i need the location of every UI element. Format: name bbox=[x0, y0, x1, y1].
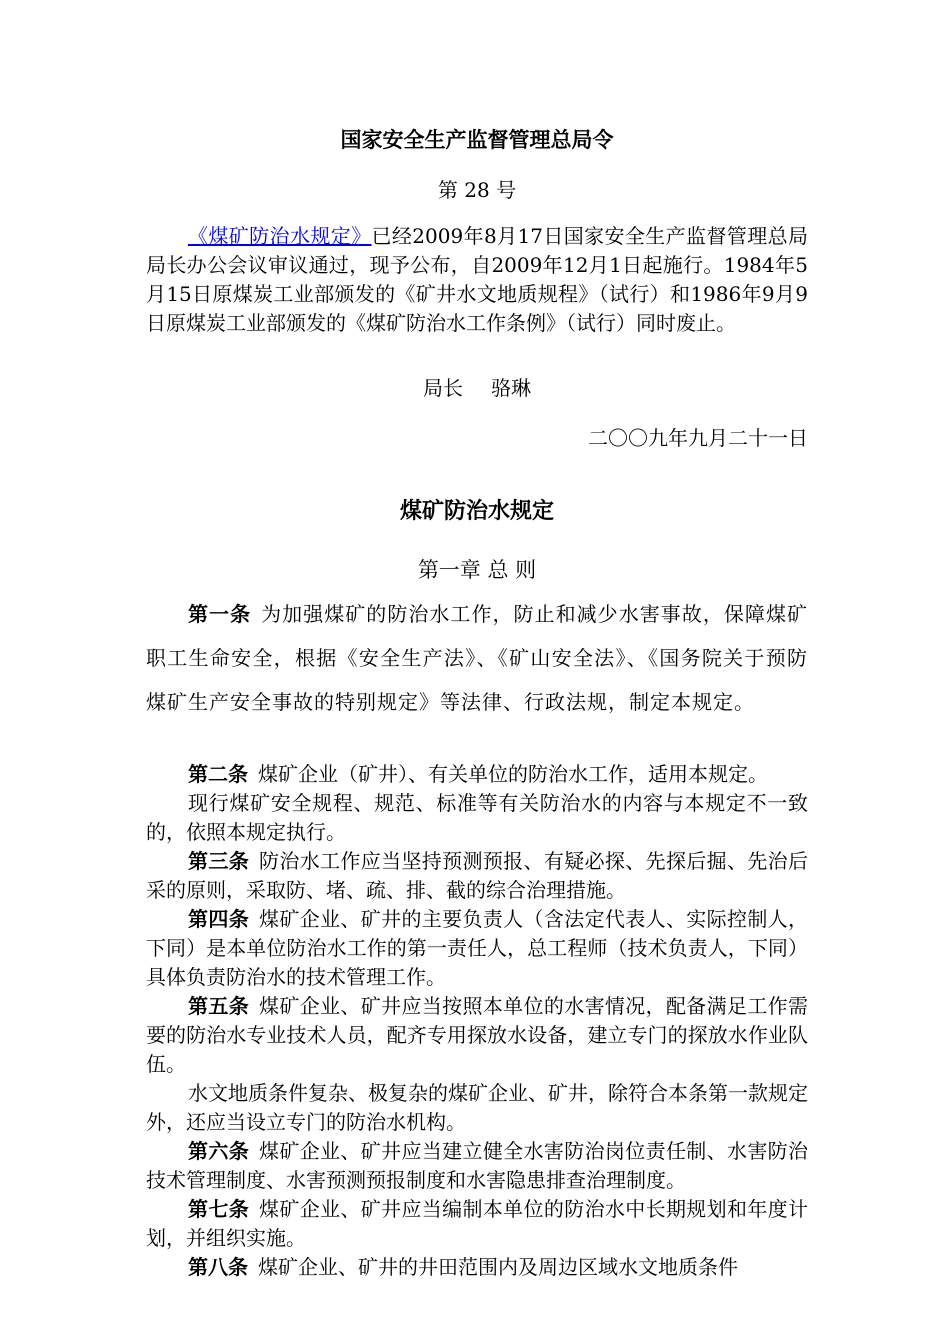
article-label: 第六条 bbox=[188, 1139, 250, 1163]
article-6 bbox=[146, 1137, 808, 1195]
article-label: 第七条 bbox=[188, 1197, 250, 1221]
article-3 bbox=[146, 847, 808, 905]
signature-title: 局长 bbox=[423, 376, 463, 400]
signature-name: 骆琳 bbox=[491, 376, 531, 400]
article-text: 防治水工作应当坚持预测预报、有疑必探、先探后掘、先治后采的原则，采取防、堵、疏、排、截的综合治理措施。 bbox=[146, 849, 809, 902]
article-label: 第一条 bbox=[188, 602, 252, 626]
intro-text: 已经2009年8月17日国家安全生产监督管理总局局长办公会议审议通过，现予公布，自2009年12月1日起施行。1984年5月15日原煤炭工业部颁发的《矿井水文地质规程》（试行）和1986年9月9日原煤炭工业部颁发的《煤矿防治水工作条例》（试行）同时废止。 bbox=[146, 224, 808, 335]
article-label: 第三条 bbox=[188, 849, 250, 873]
article-7 bbox=[146, 1195, 808, 1253]
order-intro-paragraph bbox=[146, 222, 808, 338]
article-2 bbox=[146, 760, 808, 789]
signature bbox=[146, 372, 808, 401]
article-text: 煤矿企业、矿井应当按照本单位的水害情况，配备满足工作需要的防治水专业技术人员，配齐专用探放水设备，建立专门的探放水作业队伍。 bbox=[146, 994, 809, 1076]
regulation-link[interactable]: 《煤矿防治水规定》 bbox=[188, 224, 372, 248]
article-label: 第四条 bbox=[188, 907, 250, 931]
chapter-heading: 第一章 总 则 bbox=[417, 558, 537, 582]
articles-body bbox=[146, 760, 808, 1282]
article-text: 煤矿企业、矿井的井田范围内及周边区域水文地质条件 bbox=[258, 1255, 738, 1279]
article-2-clause-2 bbox=[146, 789, 808, 847]
article-4 bbox=[146, 905, 808, 992]
article-text: 煤矿企业、矿井应当建立健全水害防治岗位责任制、水害防治技术管理制度、水害预测预报制度和水害隐患排查治理制度。 bbox=[146, 1139, 809, 1192]
article-text: 水文地质条件复杂、极复杂的煤矿企业、矿井，除符合本条第一款规定外，还应当设立专门的防治水机构。 bbox=[146, 1081, 808, 1134]
article-8 bbox=[146, 1253, 808, 1282]
article-label: 第五条 bbox=[188, 994, 250, 1018]
article-text: 煤矿企业（矿井）、有关单位的防治水工作，适用本规定。 bbox=[258, 762, 768, 786]
article-5-clause-2 bbox=[146, 1079, 808, 1137]
article-1 bbox=[146, 592, 808, 724]
article-label: 第八条 bbox=[188, 1255, 248, 1279]
article-5 bbox=[146, 992, 808, 1079]
order-number: 第 28 号 bbox=[437, 178, 517, 202]
document-title: 煤矿防治水规定 bbox=[399, 499, 554, 524]
article-label: 第二条 bbox=[188, 762, 248, 786]
article-text: 现行煤矿安全规程、规范、标准等有关防治水的内容与本规定不一致的，依照本规定执行。 bbox=[146, 791, 808, 844]
article-text: 煤矿企业、矿井的主要负责人（含法定代表人、实际控制人，下同）是本单位防治水工作的第一责任人，总工程师（技术负责人，下同）具体负责防治水的技术管理工作。 bbox=[146, 907, 809, 989]
issue-date: 二〇〇九年九月二十一日 bbox=[588, 426, 808, 450]
order-title: 国家安全生产监督管理总局令 bbox=[340, 128, 614, 152]
article-text: 煤矿企业、矿井应当编制本单位的防治水中长期规划和年度计划，并组织实施。 bbox=[146, 1197, 809, 1250]
article-text: 为加强煤矿的防治水工作，防止和减少水害事故，保障煤矿职工生命安全，根据《安全生产法》、《矿山安全法》、《国务院关于预防煤矿生产安全事故的特别规定》等法律、行政法规，制定本规定。 bbox=[146, 602, 809, 714]
